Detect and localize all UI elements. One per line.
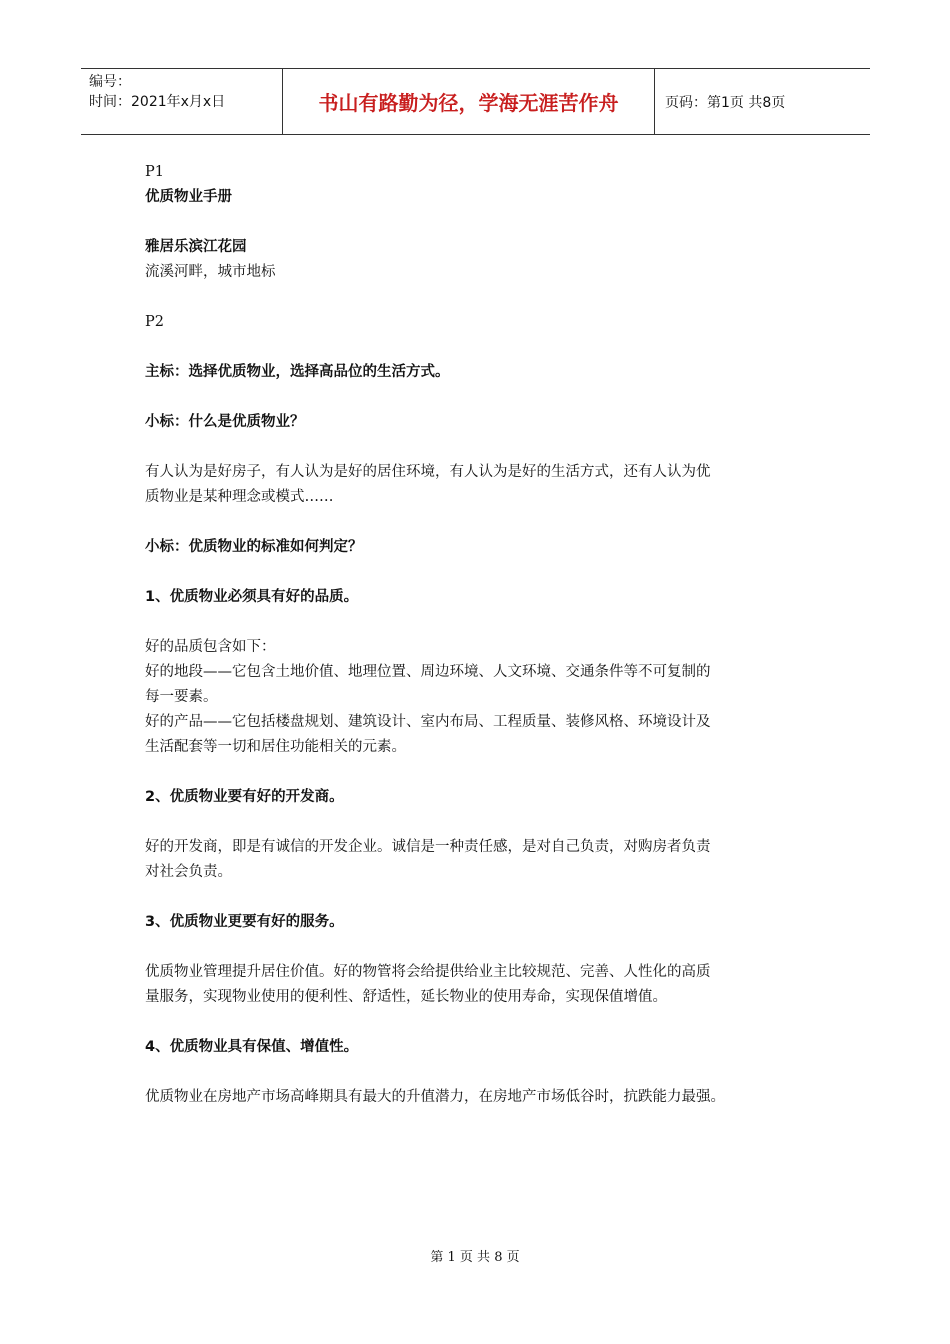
time-label: 时间：2021年x月x日 [89, 94, 226, 110]
header-motto: 书山有路勤为径，学海无涯苦作舟 [282, 69, 655, 134]
subtitle-what: 小标：什么是优质物业？ [145, 414, 305, 430]
serial-label: 编号： [89, 74, 131, 90]
paragraph-line: 每一要素。 [145, 689, 218, 705]
header-page-info: 页码：第1页 共8页 [665, 94, 786, 111]
page-header [81, 68, 870, 135]
slogan: 流溪河畔，城市地标 [145, 264, 276, 280]
paragraph-line: 优质物业在房地产市场高峰期具有最大的升值潜力，在房地产市场低谷时，抗跌能力最强。 [145, 1089, 725, 1105]
paragraph-line: 生活配套等一切和居住功能相关的元素。 [145, 739, 406, 755]
paragraph-line: 质物业是某种理念或模式…… [145, 489, 334, 505]
heading-2: 2、优质物业要有好的开发商。 [145, 789, 344, 805]
paragraph-line: 对社会负责。 [145, 864, 232, 880]
heading-4: 4、优质物业具有保值、增值性。 [145, 1039, 359, 1055]
page-marker-p2: P2 [145, 314, 164, 330]
paragraph-line: 好的地段——它包含土地价值、地理位置、周边环境、人文环境、交通条件等不可复制的 [145, 664, 711, 680]
estate-name: 雅居乐滨江花园 [145, 239, 247, 255]
heading-3: 3、优质物业更要有好的服务。 [145, 914, 344, 930]
page-footer: 第 1 页 共 8 页 [430, 1250, 520, 1265]
paragraph-line: 好的产品——它包括楼盘规划、建筑设计、室内布局、工程质量、装修风格、环境设计及 [145, 714, 711, 730]
subtitle-standard: 小标：优质物业的标准如何判定？ [145, 539, 363, 555]
paragraph-line: 好的开发商，即是有诚信的开发企业。诚信是一种责任感，是对自己负责，对购房者负责 [145, 839, 711, 855]
document-body [145, 160, 810, 1110]
page-marker-p1: P1 [145, 164, 164, 180]
handbook-title: 优质物业手册 [145, 189, 232, 205]
paragraph-line: 好的品质包含如下： [145, 639, 276, 655]
main-title: 主标：选择优质物业，选择高品位的生活方式。 [145, 364, 450, 380]
paragraph-line: 优质物业管理提升居住价值。好的物管将会给提供给业主比较规范、完善、人性化的高质 [145, 964, 711, 980]
heading-1: 1、优质物业必须具有好的品质。 [145, 589, 359, 605]
paragraph-line: 量服务，实现物业使用的便利性、舒适性，延长物业的使用寿命，实现保值增值。 [145, 989, 667, 1005]
header-meta [81, 69, 282, 134]
paragraph-line: 有人认为是好房子，有人认为是好的居住环境，有人认为是好的生活方式，还有人认为优 [145, 464, 711, 480]
